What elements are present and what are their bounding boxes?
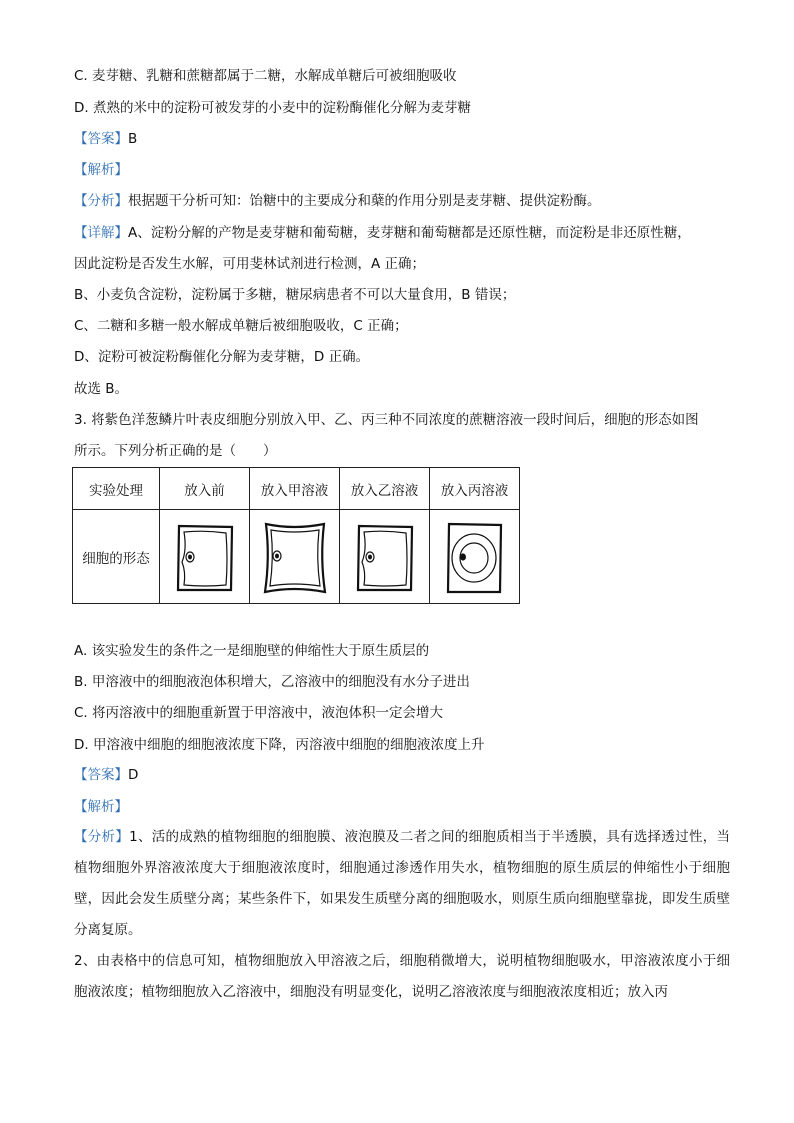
answer-tag: 【答案】: [74, 131, 128, 147]
header-treatment: 实验处理: [73, 468, 160, 510]
q2-fenxi: [74, 191, 601, 211]
cell-before: [160, 510, 250, 604]
q3-fenxi-paragraph-2: 2、由表格中的信息可知，植物细胞放入甲溶液之后，细胞稍微增大，说明植物细胞吸水，甲溶液浓度小于细胞液浓度；植物细胞放入乙溶液中，细胞没有明显变化，说明乙溶液浓度与细胞液浓度相近；放入丙: [74, 953, 730, 1000]
q3-stem-line2: 所示。下列分析正确的是（ ）: [74, 443, 277, 459]
fenxi-text: 1、活的成熟的植物细胞的细胞膜、液泡膜及二者之间的细胞质相当于半透膜，具有选择透过性，当植物细胞外界溶液浓度大于细胞液浓度时，细胞通过渗透作用失水，植物细胞的原生质层的伸缩性小于细胞壁，因此会发生质壁分离；某些条件下，如果发生质壁分离的细胞吸水，则原生质向细胞壁靠拢，即发生质壁分离复原。: [74, 829, 731, 938]
q3-option-a: A. 该实验发生的条件之一是细胞壁的伸缩性大于原生质层的: [74, 643, 430, 659]
q3-option-b: B. 甲溶液中的细胞液泡体积增大，乙溶液中的细胞没有水分子进出: [74, 674, 470, 690]
header-solution-b: 放入乙溶液: [340, 468, 430, 510]
q2-option-d: D. 煮熟的米中的淀粉可被发芽的小麦中的淀粉酶催化分解为麦芽糖: [74, 100, 471, 116]
xiangjie-text: A、淀粉分解的产物是麦芽糖和葡萄糖，麦芽糖和葡萄糖都是还原性糖，而淀粉是非还原性糖，: [128, 225, 691, 241]
q2-xiangjie-a1: [74, 223, 691, 243]
answer-tag: 【答案】: [74, 767, 128, 783]
q2-xiangjie-d: D、淀粉可被淀粉酶催化分解为麦芽糖，D 正确。: [74, 349, 370, 365]
q3-stem-line1: 3. 将紫色洋葱鳞片叶表皮细胞分别放入甲、乙、丙三种不同浓度的蔗糖溶液一段时间后，细胞的形态如图: [74, 412, 699, 428]
fenxi-tag: 【分析】: [74, 829, 130, 845]
q3-analysis-tag: [74, 797, 128, 817]
q2-option-c: C. 麦芽糖、乳糖和蔗糖都属于二糖，水解成单糖后可被细胞吸收: [74, 68, 457, 84]
answer-value: D: [128, 767, 139, 783]
cell-shape-table: [72, 467, 520, 604]
q2-answer: [74, 129, 137, 149]
fenxi-text: 根据题干分析可知：饴糖中的主要成分和蘖的作用分别是麦芽糖、提供淀粉酶。: [128, 193, 601, 209]
cell-solution-b-image: [340, 510, 429, 603]
q2-analysis-tag: [74, 160, 128, 180]
cell-solution-a: [250, 510, 340, 604]
analysis-tag: 【解析】: [74, 799, 128, 815]
q2-conclusion: 故选 B。: [74, 381, 129, 397]
cell-solution-a-image: [250, 510, 339, 603]
answer-value: B: [128, 131, 138, 147]
xiangjie-tag: 【详解】: [74, 225, 128, 241]
q2-xiangjie-a2: 因此淀粉是否发生水解，可用斐林试剂进行检测，A 正确；: [74, 256, 426, 272]
cell-solution-b: [340, 510, 430, 604]
q2-xiangjie-c: C、二糖和多糖一般水解成单糖后被细胞吸收，C 正确；: [74, 318, 408, 334]
fenxi-tag: 【分析】: [74, 193, 128, 209]
header-solution-c: 放入丙溶液: [430, 468, 520, 510]
analysis-tag: 【解析】: [74, 162, 128, 178]
q3-option-c: C. 将丙溶液中的细胞重新置于甲溶液中，液泡体积一定会增大: [74, 705, 444, 721]
cell-solution-c: [430, 510, 520, 604]
row-label-cell-shape: 细胞的形态: [73, 510, 160, 604]
q2-xiangjie-b: B、小麦负含淀粉，淀粉属于多糖，糖尿病患者不可以大量食用，B 错误；: [74, 287, 516, 303]
q3-answer: [74, 765, 138, 785]
header-before: 放入前: [160, 468, 250, 510]
cell-solution-c-image: [430, 510, 519, 603]
cell-before-image: [160, 510, 249, 603]
table-cell-row: [73, 510, 520, 604]
header-solution-a: 放入甲溶液: [250, 468, 340, 510]
q3-fenxi-paragraph-1: [74, 822, 730, 946]
q3-option-d: D. 甲溶液中细胞的细胞液浓度下降，丙溶液中细胞的细胞液浓度上升: [74, 737, 485, 753]
table-header-row: [73, 468, 520, 510]
